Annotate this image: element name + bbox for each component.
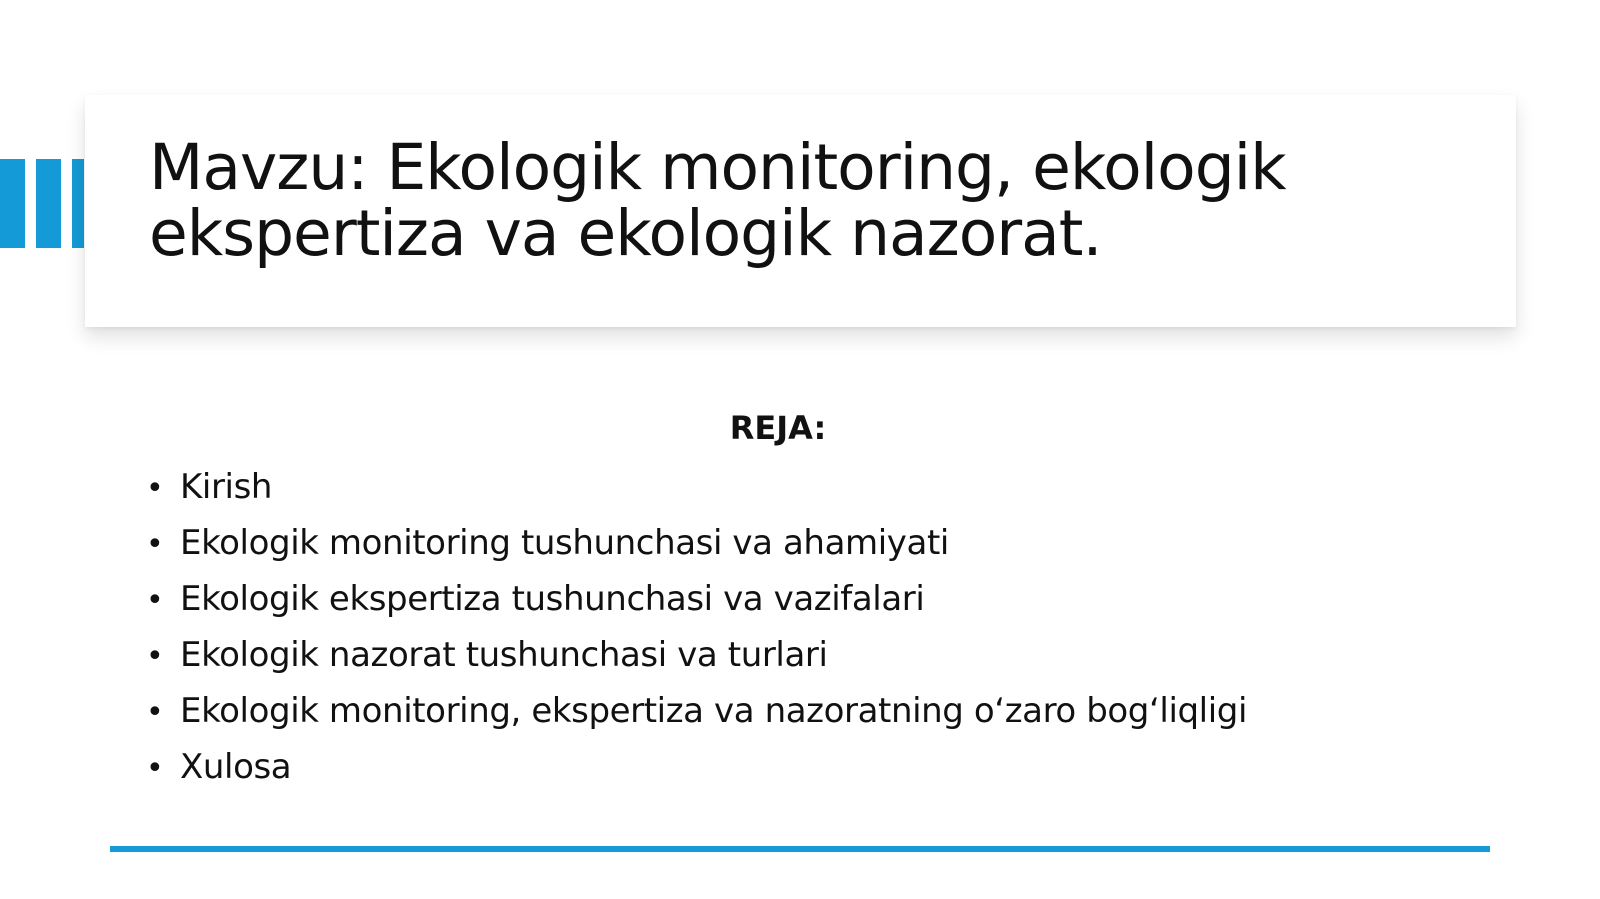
slide-title: Mavzu: Ekologik monitoring, ekologik ekspertiza va ekologik nazorat. bbox=[149, 131, 1286, 270]
accent-bar bbox=[36, 159, 61, 248]
title-accent-bars bbox=[0, 159, 84, 248]
list-item-text: Kirish bbox=[180, 467, 273, 507]
bullet-icon: • bbox=[146, 695, 164, 730]
list-item bbox=[146, 742, 1446, 798]
bullet-icon: • bbox=[146, 527, 164, 562]
bullet-icon: • bbox=[146, 639, 164, 674]
list-item bbox=[146, 686, 1446, 742]
bullet-icon: • bbox=[146, 471, 164, 506]
list-item bbox=[146, 518, 1446, 574]
title-card bbox=[85, 95, 1516, 327]
list-item-text: Xulosa bbox=[180, 747, 292, 787]
list-item-text: Ekologik monitoring, ekspertiza va nazoratning o‘zaro bog‘liqligi bbox=[180, 691, 1247, 731]
accent-bar bbox=[0, 159, 25, 248]
bottom-divider bbox=[110, 846, 1490, 852]
list-item bbox=[146, 630, 1446, 686]
list-item bbox=[146, 462, 1446, 518]
bullet-icon: • bbox=[146, 583, 164, 618]
section-heading: REJA: bbox=[729, 409, 827, 447]
list-item-text: Ekologik monitoring tushunchasi va ahamiyati bbox=[180, 523, 949, 563]
accent-bar bbox=[72, 159, 84, 248]
bullet-icon: • bbox=[146, 751, 164, 786]
list-item-text: Ekologik ekspertiza tushunchasi va vazifalari bbox=[180, 579, 925, 619]
list-item bbox=[146, 574, 1446, 630]
plan-list bbox=[146, 462, 1446, 798]
list-item-text: Ekologik nazorat tushunchasi va turlari bbox=[180, 635, 828, 675]
